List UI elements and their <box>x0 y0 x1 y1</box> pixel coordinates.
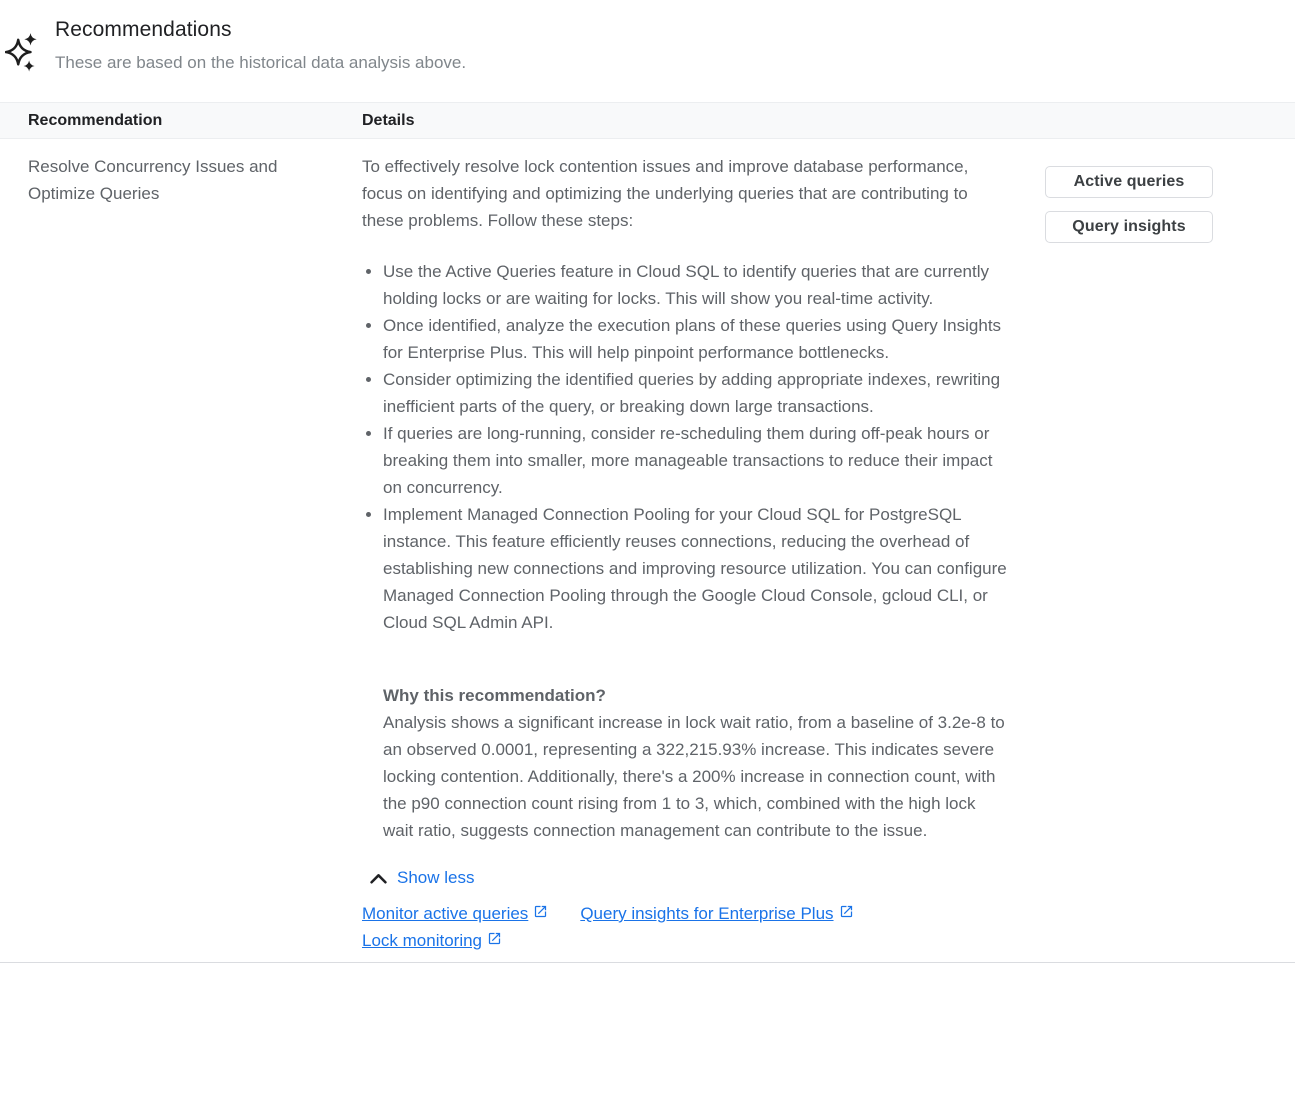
link-lock-monitoring[interactable] <box>362 927 502 954</box>
bullet-item: • Use the Active Queries feature in Cloud SQL to identify queries that are currently holding locks or are waiting for locks. This will show you real-time activity. <box>383 258 1010 312</box>
details-cell <box>362 153 1010 954</box>
show-less-button[interactable] <box>370 864 474 891</box>
why-heading: Why this recommendation? <box>383 686 606 705</box>
sparkle-icon <box>5 32 39 74</box>
actions-cell <box>1045 153 1213 243</box>
page-subtitle: These are based on the historical data analysis above. <box>55 53 467 72</box>
open-in-new-icon <box>487 927 502 954</box>
show-less-label: Show less <box>397 868 475 887</box>
link-query-insights-enterprise-plus[interactable] <box>580 900 853 927</box>
why-text: Analysis shows a significant increase in lock wait ratio, from a baseline of 3.2e-8 to an observed 0.0001, representing a 322,215.93% increase. This indicates severe locking contention. Additionally, there's a 200% increase in connection count, with the p90 connection count rising from 1 to 3, which, combined with the high lock wait ratio, suggests connection management can contribute to the issue. <box>383 713 1005 840</box>
link-label: Monitor active queries <box>362 904 529 923</box>
details-links <box>362 900 1010 954</box>
recommendations-table <box>0 102 1295 963</box>
bullet-item: • Implement Managed Connection Pooling for your Cloud SQL for PostgreSQL instance. This feature efficiently reuses connections, reducing the overhead of establishing new connections and improving resource utilization. You can configure Managed Connection Pooling through the Google Cloud Console, gcloud CLI, or Cloud SQL Admin API. <box>383 501 1010 636</box>
bullet-item: • Once identified, analyze the execution plans of these queries using Query Insights for Enterprise Plus. This will help pinpoint performance bottlenecks. <box>383 312 1010 366</box>
bullet-item: • If queries are long-running, consider re-scheduling them during off-peak hours or breaking them into smaller, more manageable transactions to reduce their impact on concurrency. <box>383 420 1010 501</box>
open-in-new-icon <box>533 900 548 927</box>
bullet-item: • Consider optimizing the identified queries by adding appropriate indexes, rewriting inefficient parts of the query, or breaking down large transactions. <box>383 366 1010 420</box>
link-label: Lock monitoring <box>362 931 483 950</box>
recommendation-cell: Resolve Concurrency Issues and Optimize Queries <box>28 157 278 203</box>
details-bullet-list <box>362 258 1010 636</box>
column-header-details: Details <box>362 111 415 129</box>
active-queries-button[interactable]: Active queries <box>1045 166 1213 198</box>
query-insights-button[interactable]: Query insights <box>1045 211 1213 243</box>
details-intro: To effectively resolve lock contention issues and improve database performance, focus on identifying and optimizing the underlying queries that are contributing to these problems. Follow these steps: <box>362 157 969 230</box>
panel-header <box>0 0 1295 73</box>
link-label: Query insights for Enterprise Plus <box>580 904 834 923</box>
column-header-recommendation: Recommendation <box>28 111 163 129</box>
open-in-new-icon <box>839 900 854 927</box>
table-header-row <box>0 102 1295 139</box>
page-title: Recommendations <box>55 18 232 41</box>
chevron-up-icon <box>370 873 387 884</box>
link-monitor-active-queries[interactable] <box>362 900 548 927</box>
table-row <box>0 139 1295 963</box>
why-section <box>383 682 1010 844</box>
